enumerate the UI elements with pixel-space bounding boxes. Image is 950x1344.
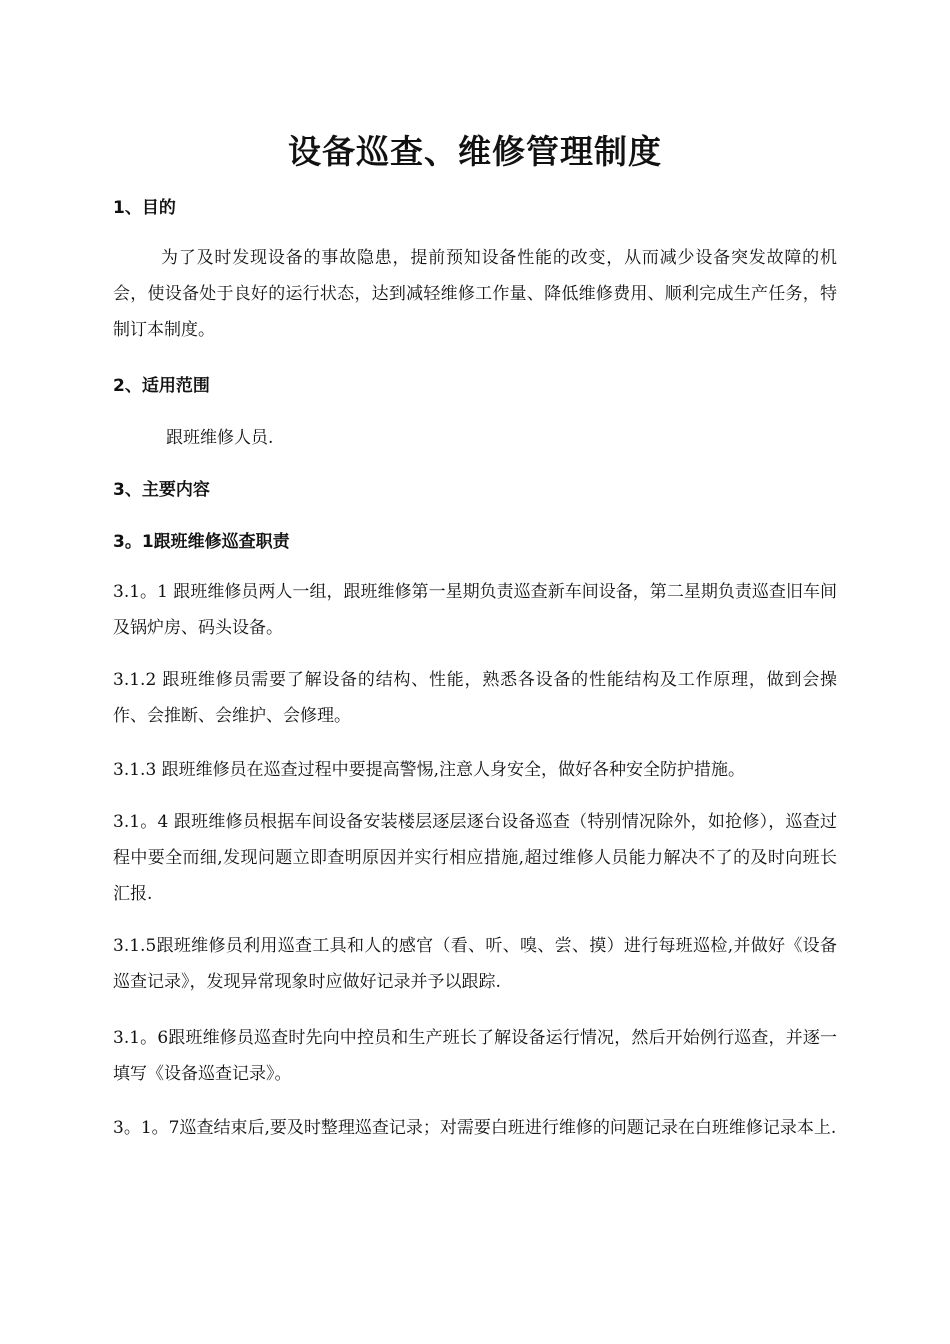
section-heading-scope: 2、适用范围 [113,376,210,396]
duty-item-5: 3.1.5跟班维修员利用巡查工具和人的感官（看、听、嗅、尝、摸）进行每班巡检,并做好《设备巡查记录》，发现异常现象时应做好记录并予以跟踪. [113,936,837,992]
document-title: 设备巡查、维修管理制度 [288,132,662,171]
duty-item-6: 3.1。6跟班维修员巡查时先向中控员和生产班长了解设备运行情况，然后开始例行巡查，并逐一填写《设备巡查记录》。 [113,1028,837,1084]
duty-item-1: 3.1。1 跟班维修员两人一组，跟班维修第一星期负责巡查新车间设备，第二星期负责巡查旧车间及锅炉房、码头设备。 [113,582,837,638]
section-heading-purpose: 1、目的 [113,198,176,218]
purpose-paragraph: 为了及时发现设备的事故隐患，提前预知设备性能的改变，从而减少设备突发故障的机会，使设备处于良好的运行状态，达到减轻维修工作量、降低维修费用、顺利完成生产任务，特制订本制度。 [113,248,837,340]
section-heading-content: 3、主要内容 [113,480,210,500]
duty-item-7: 3。1。7巡查结束后,要及时整理巡查记录；对需要白班进行维修的问题记录在白班维修记录本上. [113,1118,837,1138]
duty-item-4: 3.1。4 跟班维修员根据车间设备安装楼层逐层逐台设备巡查（特别情况除外，如抢修），巡查过程中要全而细,发现问题立即查明原因并实行相应措施,超过维修人员能力解决不了的及时向班长汇报. [113,812,837,904]
duty-item-2: 3.1.2 跟班维修员需要了解设备的结构、性能，熟悉各设备的性能结构及工作原理，做到会操作、会推断、会维护、会修理。 [113,670,837,726]
duty-item-3: 3.1.3 跟班维修员在巡查过程中要提高警惕,注意人身安全，做好各种安全防护措施。 [113,760,746,780]
scope-paragraph: 跟班维修人员. [166,428,274,448]
subsection-heading-duties: 3。1跟班维修巡查职责 [113,532,290,552]
